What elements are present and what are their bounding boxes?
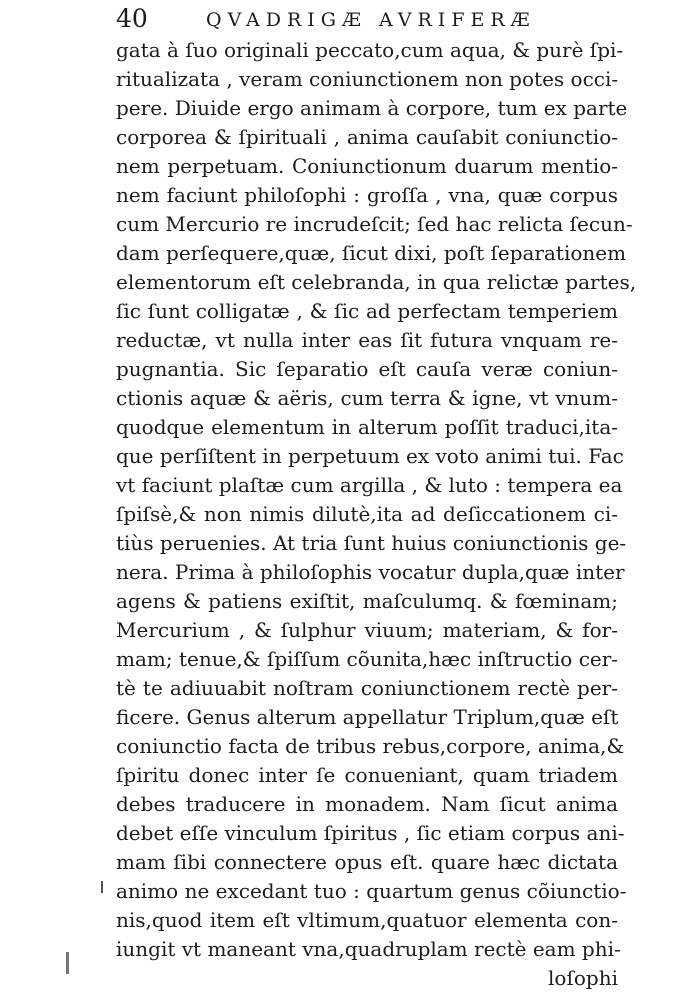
body-text (116, 36, 637, 993)
running-head (116, 4, 616, 34)
text-line-29: mam ſibi connectere opus eſt. quare hæc dictata (116, 850, 618, 874)
text-line-28: debet eſſe vinculum ſpiritus , ſic etiam corpus ani- (116, 821, 625, 845)
text-line-19: nera. Prima à philoſophis vocatur dupla,quæ inter (116, 560, 625, 584)
text-line-8: dam perſequere,quæ, ſicut dixi, poſt ſeparationem (116, 241, 627, 265)
text-line-23: tè te adiuuabit noſtram coniunctionem rectè per- (116, 676, 618, 700)
text-line-22: mam; tenue,& ſpiſſum cõunita,hæc inſtructio cer- (116, 647, 619, 671)
running-title: QVADRIGÆ AVRIFERÆ (206, 9, 536, 31)
text-line-20: agens & patiens exiſtit, maſculumq. & fœminam; (116, 589, 618, 613)
text-line-26: ſpiritu donec inter ſe conueniant, quam triadem (116, 763, 618, 787)
text-line-7: cum Mercurio re incrudeſcit; ſed hac relicta ſecun- (116, 212, 633, 236)
catchword: loſophi (548, 966, 618, 990)
text-line-18: tiùs peruenies. At tria ſunt huius coniunctionis ge- (116, 531, 627, 555)
text-line-2: ritualizata , veram coniunctionem non potes occi- (116, 67, 619, 91)
gutter-mark (66, 952, 69, 974)
text-line-25: coniunctio facta de tribus rebus,corpore, anima,& (116, 734, 625, 758)
text-line-32: iungit vt maneant vna,quadruplam rectè eam phi- (116, 937, 621, 961)
text-line-11: reductæ, vt nulla inter eas ſit futura vnquam re- (116, 328, 618, 352)
text-line-24: ficere. Genus alterum appellatur Triplum,quæ eſt (116, 705, 619, 729)
text-line-12: pugnantia. Sic ſeparatio eſt cauſa veræ coniun- (116, 357, 618, 381)
text-line-1: gata à ſuo originali peccato,cum aqua, & purè ſpi- (116, 38, 624, 62)
text-line-13: ctionis aquæ & aëris, cum terra & igne, vt vnum- (116, 386, 618, 410)
text-line-5: nem perpetuam. Coniunctionum duarum mentio- (116, 154, 618, 178)
page-number: 40 (116, 4, 148, 33)
text-line-10: ſic ſunt colligatæ , & ſic ad perfectam temperiem (116, 299, 618, 323)
text-line-9: elementorum eſt celebranda, in qua relictæ partes, (116, 270, 637, 294)
text-line-4: corporea & ſpirituali , anima cauſabit coniunctio- (116, 125, 618, 149)
text-line-3: pere. Diuide ergo animam à corpore, tum ex parte (116, 96, 628, 120)
text-line-31: nis,quod item eſt vltimum,quatuor elementa con- (116, 908, 618, 932)
text-line-30: animo ne excedant tuo : quartum genus cõiunctio- (116, 879, 627, 903)
text-line-17: ſpiſsè,& non nimis dilutè,ita ad deſiccationem ci- (116, 502, 618, 526)
text-line-27: debes traducere in monadem. Nam ſicut anima (116, 792, 618, 816)
text-line-6: nem faciunt philoſophi : groſſa , vna, quæ corpus (116, 183, 618, 207)
text-line-21: Mercurium , & ſulphur viuum; materiam, & for- (116, 618, 618, 642)
text-line-15: que perſiſtent in perpetuum ex voto animi tui. Fac (116, 444, 624, 468)
margin-mark (101, 881, 103, 893)
text-line-16: vt faciunt plaſtæ cum argilla , & luto : tempera ea (116, 473, 623, 497)
text-line-14: quodque elementum in alterum poſſit traduci,ita- (116, 415, 618, 439)
